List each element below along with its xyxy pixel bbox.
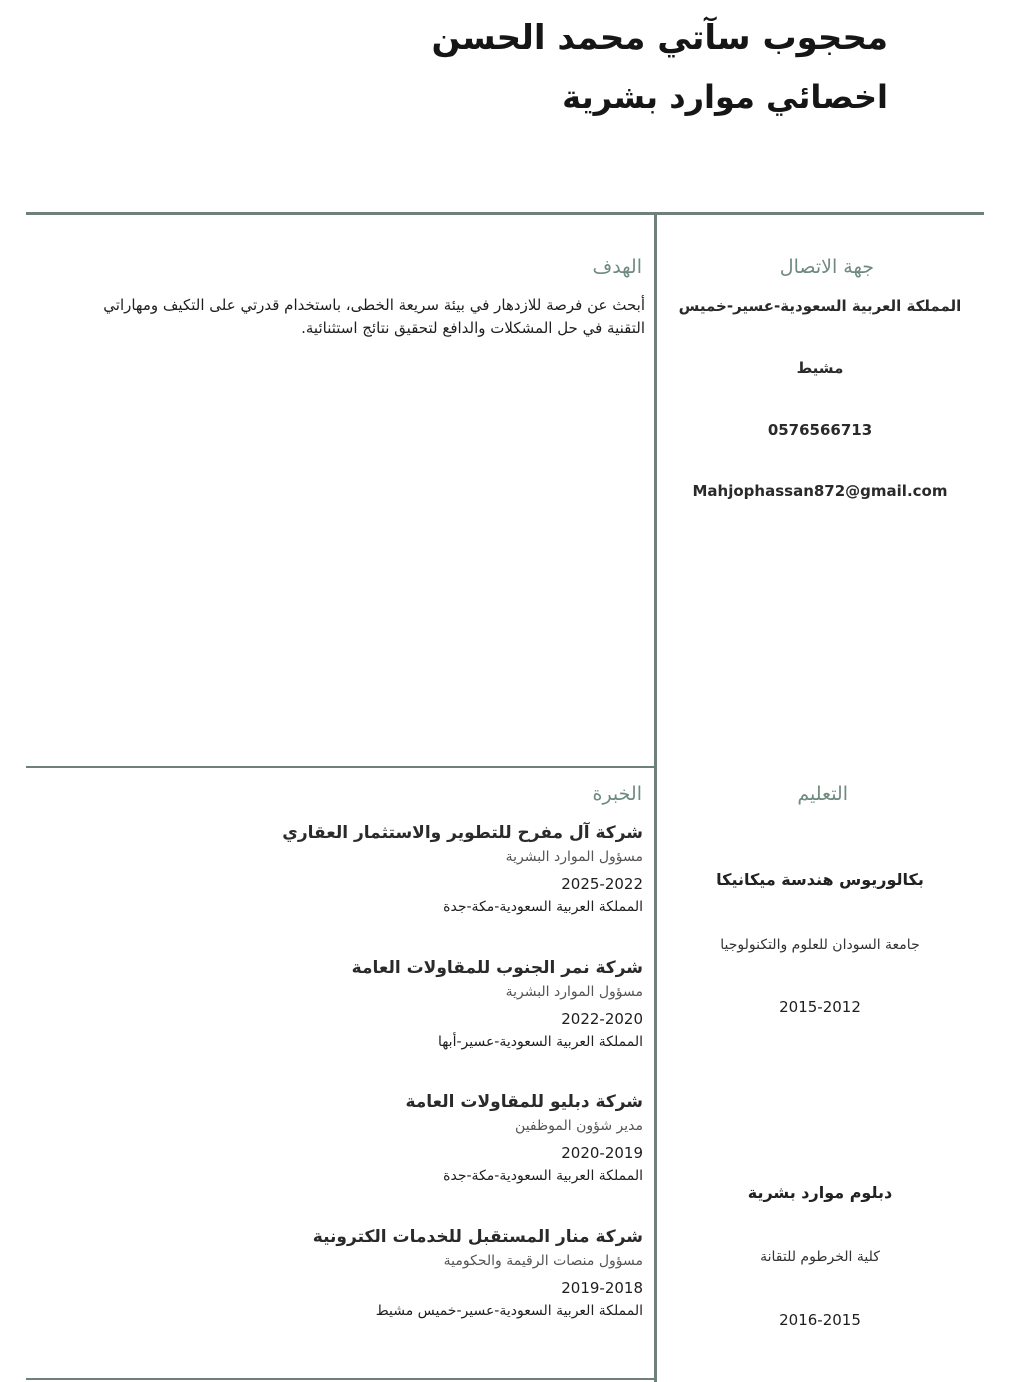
experience-company: شركة دبليو للمقاولات العامة (405, 1092, 643, 1112)
experience-entry (313, 1224, 643, 1322)
experience-years: 2025-2022 (561, 875, 643, 893)
objective-text: أبحث عن فرصة للازدهار في بيئة سريعة الخطى، باستخدام قدرتي على التكيف ومهاراتي التقنية في حل المشكلات والدافع لتحقيق نتائج استثنائية. (103, 296, 645, 337)
experience-location: المملكة العربية السعودية-مكة-جدة (443, 1168, 643, 1184)
experience-company: شركة آل مفرح للتطوير والاستثمار العقاري (282, 823, 643, 843)
experience-years: 2020-2019 (561, 1144, 643, 1162)
experience-location: المملكة العربية السعودية-مكة-جدة (443, 899, 643, 915)
experience-section-title: الخبرة (592, 783, 642, 805)
education-school: جامعة السودان للعلوم والتكنولوجيا (720, 937, 920, 953)
middle-divider (26, 766, 654, 768)
experience-role: مسؤول الموارد البشرية (505, 984, 643, 1000)
contact-email: Mahjophassan872@gmail.com (692, 482, 948, 500)
contact-phone: 0576566713 (767, 421, 873, 439)
experience-company: شركة نمر الجنوب للمقاولات العامة (351, 958, 643, 978)
education-years: 2015-2012 (779, 998, 861, 1016)
experience-role: مدير شؤون الموظفين (515, 1118, 643, 1134)
education-school: كلية الخرطوم للتقانة (760, 1249, 880, 1265)
experience-role: مسؤول الموارد البشرية (505, 849, 643, 865)
objective-section-title: الهدف (592, 256, 642, 278)
top-divider (26, 212, 984, 215)
experience-location: المملكة العربية السعودية-عسير-خميس مشيط (375, 1303, 643, 1319)
experience-entry (352, 955, 643, 1053)
education-degree: بكالوريوس هندسة ميكانيكا (716, 870, 924, 889)
education-section-title: التعليم (797, 783, 848, 805)
contact-address-line2: مشيط (796, 359, 844, 377)
experience-role: مسؤول منصات الرقيمة والحكومية (443, 1253, 643, 1269)
bottom-divider (26, 1378, 654, 1380)
experience-entry (405, 1089, 643, 1187)
education-degree: دبلوم موارد بشرية (747, 1183, 893, 1202)
education-years: 2016-2015 (779, 1311, 861, 1329)
candidate-name: محجوب سآتي محمد الحسن (431, 18, 888, 58)
experience-company: شركة منار المستقبل للخدمات الكترونية (312, 1227, 643, 1247)
experience-years: 2022-2020 (561, 1010, 643, 1028)
contact-section-title: جهة الاتصال (779, 256, 874, 278)
experience-location: المملكة العربية السعودية-عسير-أبها (437, 1034, 643, 1050)
experience-entry (282, 820, 643, 918)
contact-address-line1: المملكة العربية السعودية-عسير-خميس (678, 297, 962, 315)
candidate-job-title: اخصائي موارد بشرية (562, 78, 888, 116)
column-divider (654, 215, 657, 1382)
experience-years: 2019-2018 (561, 1279, 643, 1297)
